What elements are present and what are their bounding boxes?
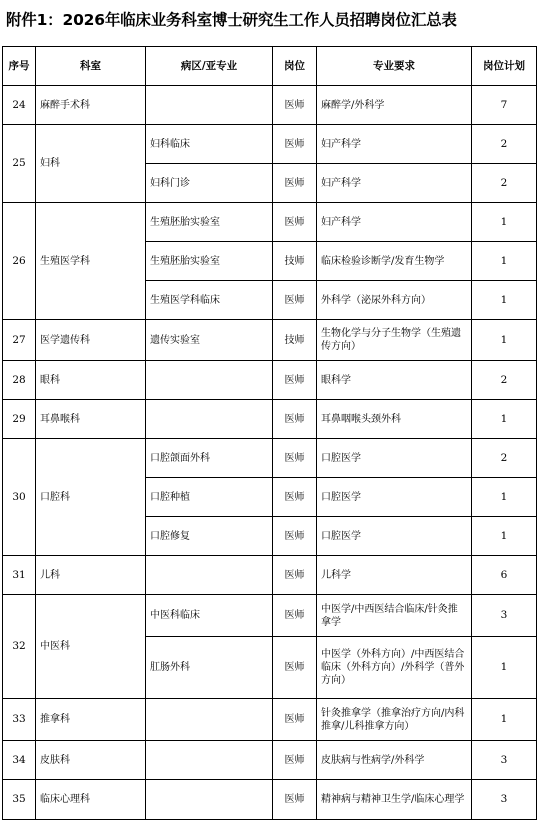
row-sub: 遗传实验室 (146, 320, 273, 361)
row-seq: 35 (3, 780, 36, 820)
row-req: 耳鼻咽喉头颈外科 (317, 400, 472, 439)
row-dept: 生殖医学科 (36, 203, 146, 320)
table-row (3, 780, 537, 820)
row-post: 医师 (273, 556, 317, 595)
row-req: 皮肤病与性病学/外科学 (317, 741, 472, 780)
row-seq: 28 (3, 361, 36, 400)
row-seq: 25 (3, 125, 36, 203)
row-plan: 1 (472, 281, 537, 320)
row-sub: 口腔修复 (146, 517, 273, 556)
row-plan: 1 (472, 478, 537, 517)
table-row (3, 320, 537, 361)
row-dept: 中医科 (36, 595, 146, 699)
row-plan: 1 (472, 320, 537, 361)
header-plan: 岗位计划 (472, 47, 537, 86)
row-req: 口腔医学 (317, 439, 472, 478)
row-sub: 中医科临床 (146, 595, 273, 637)
row-plan: 7 (472, 86, 537, 125)
row-dept: 推拿科 (36, 699, 146, 741)
row-seq: 34 (3, 741, 36, 780)
row-plan: 3 (472, 595, 537, 637)
row-sub: 妇科门诊 (146, 164, 273, 203)
header-sub: 病区/亚专业 (146, 47, 273, 86)
row-post: 医师 (273, 637, 317, 699)
row-plan: 1 (472, 637, 537, 699)
row-plan: 2 (472, 164, 537, 203)
table-row (3, 439, 537, 478)
row-plan: 1 (472, 242, 537, 281)
row-req: 儿科学 (317, 556, 472, 595)
row-sub: 口腔颌面外科 (146, 439, 273, 478)
row-post: 医师 (273, 400, 317, 439)
header-seq: 序号 (3, 47, 36, 86)
row-plan: 3 (472, 741, 537, 780)
row-sub (146, 741, 273, 780)
row-post: 医师 (273, 125, 317, 164)
row-req: 生物化学与分子生物学（生殖遗传方向） (317, 320, 472, 361)
row-req: 口腔医学 (317, 517, 472, 556)
row-seq: 27 (3, 320, 36, 361)
table-row (3, 361, 537, 400)
row-req: 妇产科学 (317, 125, 472, 164)
table-row (3, 741, 537, 780)
table-row (3, 125, 537, 164)
row-dept: 临床心理科 (36, 780, 146, 820)
row-post: 医师 (273, 86, 317, 125)
row-dept: 耳鼻喉科 (36, 400, 146, 439)
row-seq: 30 (3, 439, 36, 556)
row-post: 医师 (273, 281, 317, 320)
row-dept: 皮肤科 (36, 741, 146, 780)
row-req: 口腔医学 (317, 478, 472, 517)
row-seq: 29 (3, 400, 36, 439)
row-dept: 儿科 (36, 556, 146, 595)
row-req: 妇产科学 (317, 164, 472, 203)
table-row (3, 699, 537, 741)
row-post: 医师 (273, 741, 317, 780)
row-dept: 眼科 (36, 361, 146, 400)
row-post: 医师 (273, 595, 317, 637)
table-row (3, 203, 537, 242)
row-plan: 6 (472, 556, 537, 595)
row-req: 麻醉学/外科学 (317, 86, 472, 125)
table-row (3, 86, 537, 125)
row-plan: 1 (472, 400, 537, 439)
row-plan: 3 (472, 780, 537, 820)
table-row (3, 595, 537, 637)
row-sub (146, 780, 273, 820)
table-header-row (3, 47, 537, 86)
row-post: 医师 (273, 361, 317, 400)
row-post: 医师 (273, 517, 317, 556)
row-seq: 24 (3, 86, 36, 125)
row-seq: 32 (3, 595, 36, 699)
header-dept: 科室 (36, 47, 146, 86)
document-title: 附件1：2026年临床业务科室博士研究生工作人员招聘岗位汇总表 (6, 11, 457, 29)
row-sub: 口腔种植 (146, 478, 273, 517)
recruitment-table (2, 46, 537, 820)
row-seq: 31 (3, 556, 36, 595)
row-seq: 33 (3, 699, 36, 741)
row-req: 中医学/中西医结合临床/针灸推拿学 (317, 595, 472, 637)
row-post: 医师 (273, 439, 317, 478)
row-req: 针灸推拿学（推拿治疗方向/内科推拿/儿科推拿方向） (317, 699, 472, 741)
table-row (3, 556, 537, 595)
row-dept: 医学遗传科 (36, 320, 146, 361)
row-sub: 妇科临床 (146, 125, 273, 164)
row-plan: 1 (472, 203, 537, 242)
row-sub: 生殖医学科临床 (146, 281, 273, 320)
row-seq: 26 (3, 203, 36, 320)
row-req: 眼科学 (317, 361, 472, 400)
row-req: 中医学（外科方向）/中西医结合临床（外科方向）/外科学（普外方向） (317, 637, 472, 699)
row-post: 技师 (273, 242, 317, 281)
row-dept: 妇科 (36, 125, 146, 203)
row-post: 医师 (273, 203, 317, 242)
row-plan: 2 (472, 125, 537, 164)
row-plan: 2 (472, 361, 537, 400)
header-post: 岗位 (273, 47, 317, 86)
row-dept: 麻醉手术科 (36, 86, 146, 125)
row-sub (146, 556, 273, 595)
row-req: 妇产科学 (317, 203, 472, 242)
row-post: 医师 (273, 164, 317, 203)
row-sub (146, 361, 273, 400)
row-req: 精神病与精神卫生学/临床心理学 (317, 780, 472, 820)
row-sub: 肛肠外科 (146, 637, 273, 699)
row-post: 技师 (273, 320, 317, 361)
row-sub (146, 400, 273, 439)
row-dept: 口腔科 (36, 439, 146, 556)
row-req: 外科学（泌尿外科方向） (317, 281, 472, 320)
row-post: 医师 (273, 699, 317, 741)
row-plan: 1 (472, 699, 537, 741)
header-req: 专业要求 (317, 47, 472, 86)
row-plan: 2 (472, 439, 537, 478)
row-post: 医师 (273, 780, 317, 820)
row-plan: 1 (472, 517, 537, 556)
row-sub: 生殖胚胎实验室 (146, 242, 273, 281)
row-post: 医师 (273, 478, 317, 517)
row-sub (146, 699, 273, 741)
row-sub: 生殖胚胎实验室 (146, 203, 273, 242)
table-row (3, 400, 537, 439)
row-sub (146, 86, 273, 125)
row-req: 临床检验诊断学/发育生物学 (317, 242, 472, 281)
